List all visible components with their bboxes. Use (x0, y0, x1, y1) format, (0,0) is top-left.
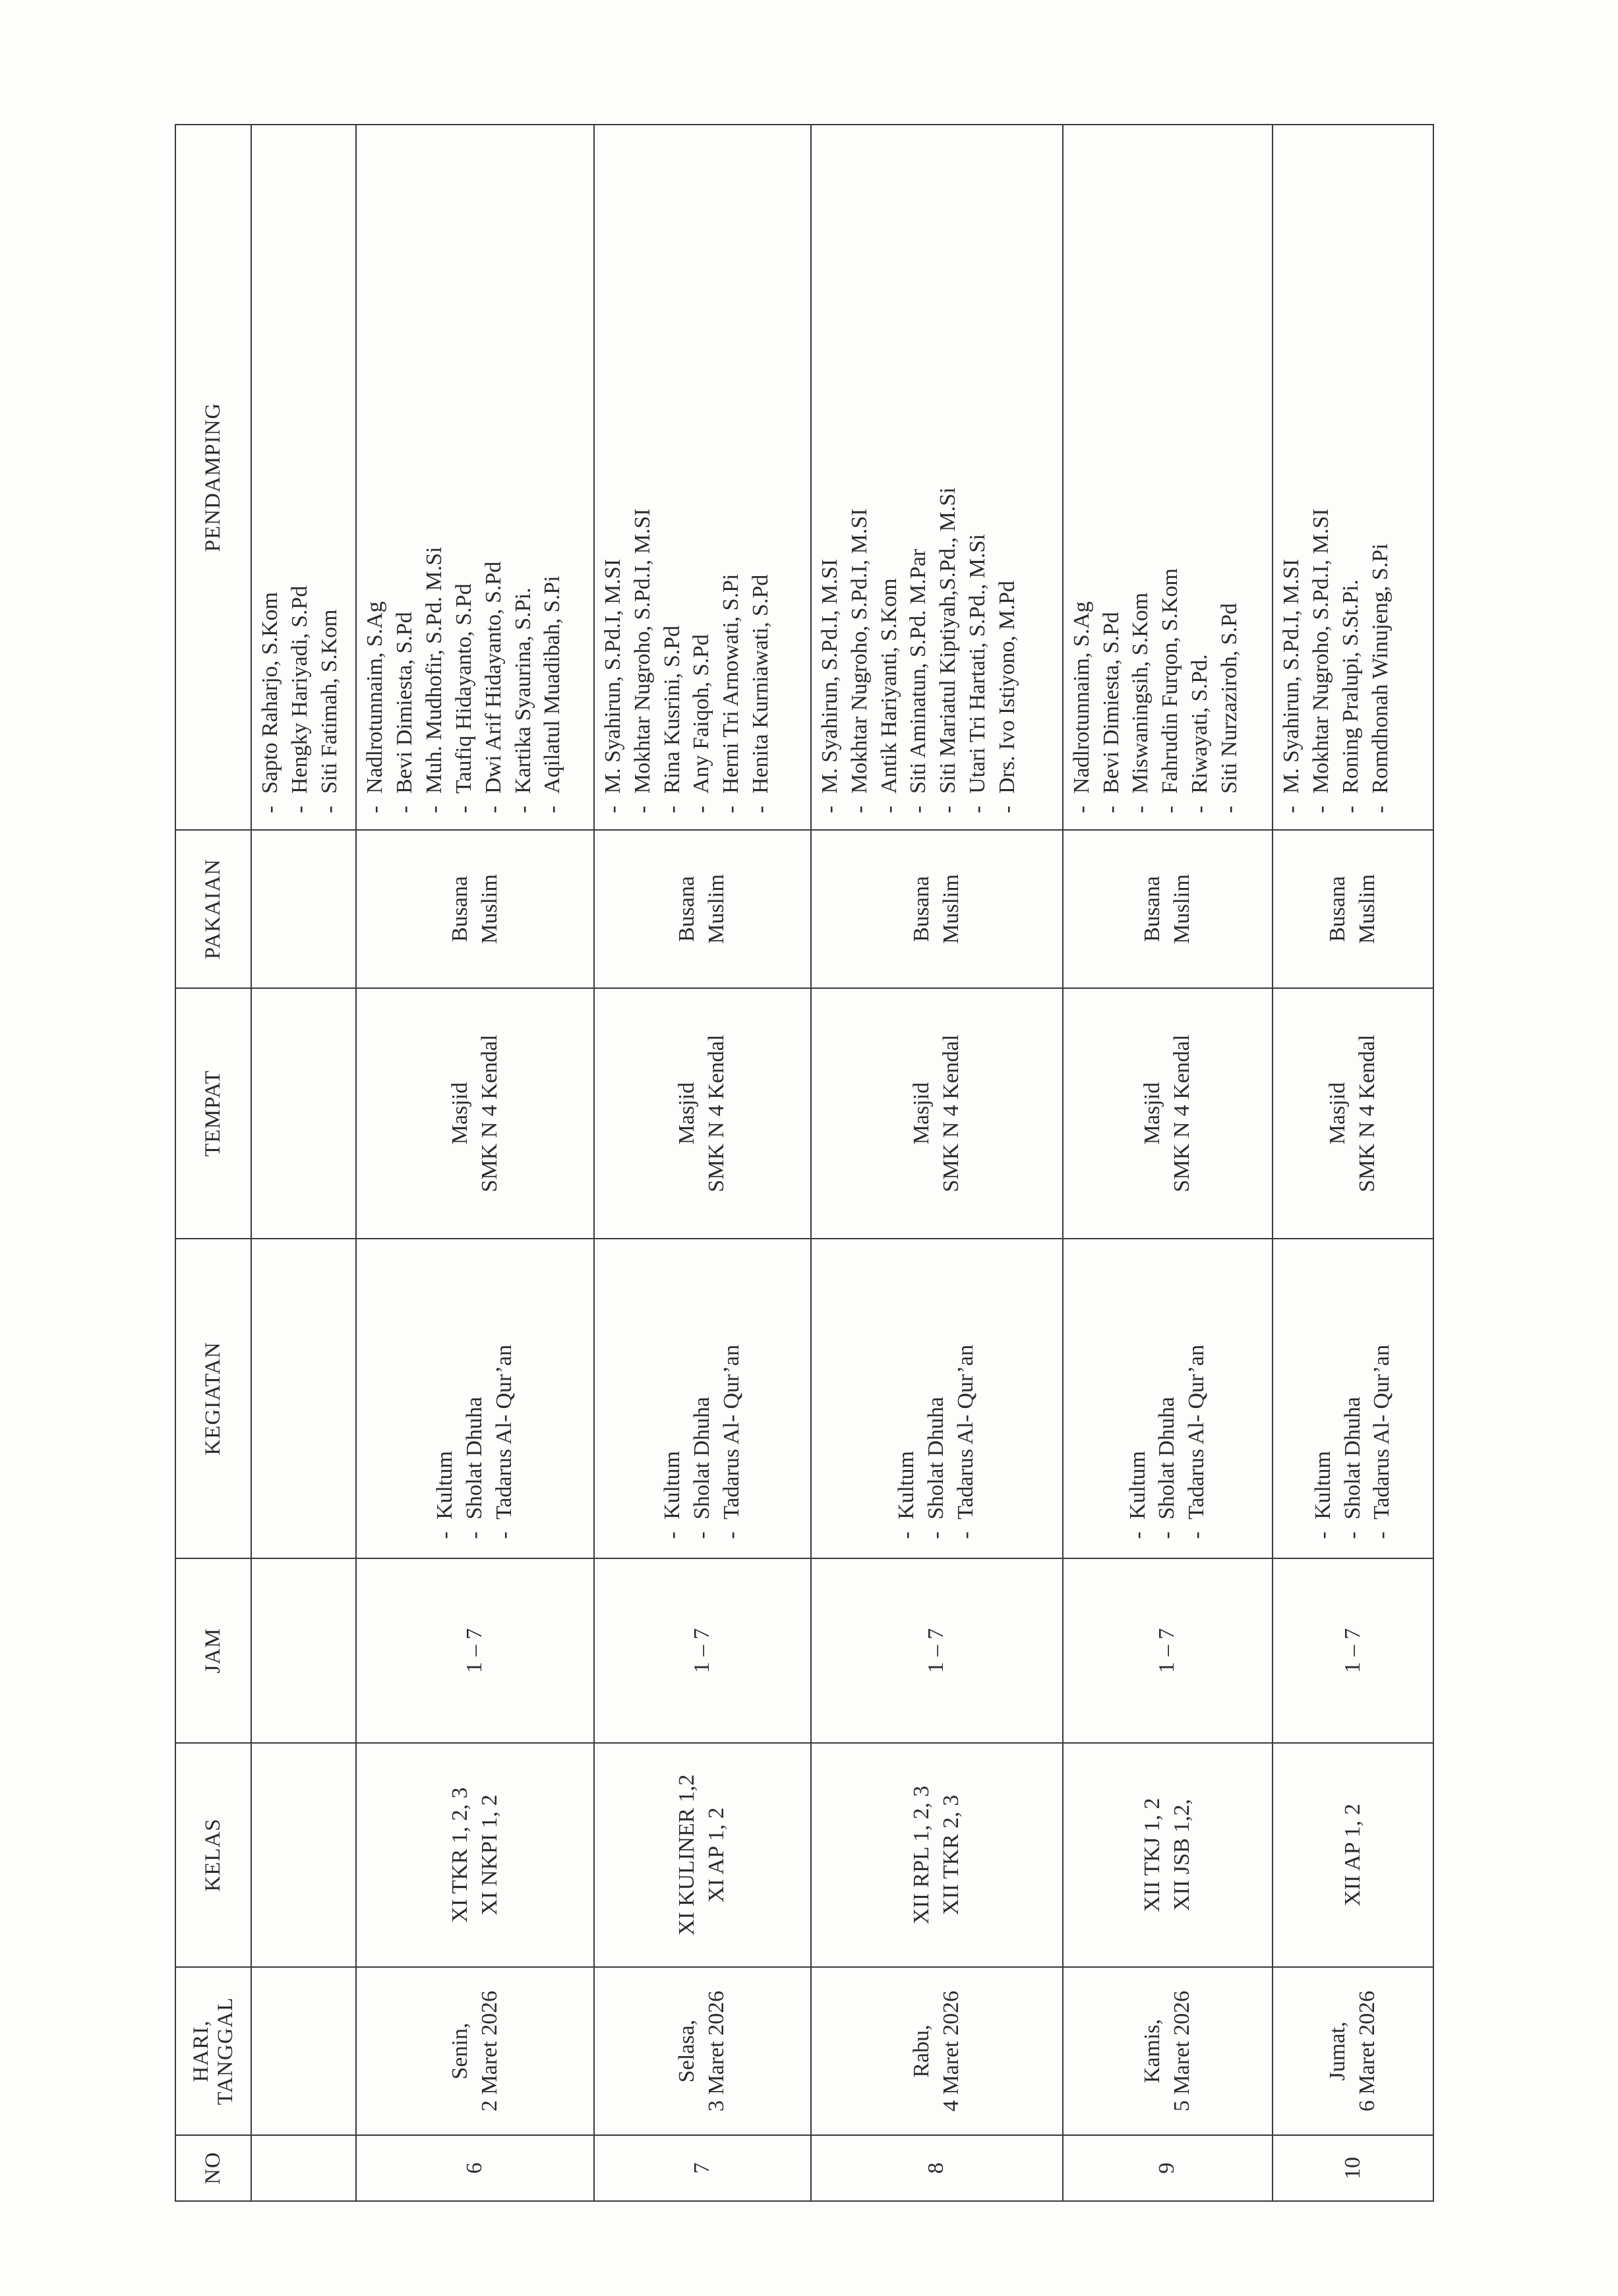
pendamping-item (904, 129, 934, 825)
pendamping-item (934, 129, 963, 825)
cell-jam (356, 1558, 594, 1743)
cell-hari-tanggal (356, 1967, 594, 2135)
pendamping-name: Any Faiqoh, S.Pd (689, 634, 714, 794)
dash-marker: - (1128, 806, 1153, 813)
pendamping-item (1097, 129, 1127, 825)
dash-marker: - (600, 806, 625, 813)
dash-marker: - (1308, 806, 1333, 813)
place-line: SMK N 4 Kendal (1354, 1034, 1379, 1192)
pendamping-name: Sapto Raharjo, S.Kom (258, 592, 282, 794)
cell-pakaian (1063, 830, 1273, 988)
pendamping-item (315, 129, 345, 825)
dash-marker: - (540, 806, 565, 813)
cell-jam (594, 1558, 811, 1743)
dash-marker: - (421, 806, 446, 813)
row-number: 9 (1154, 2162, 1180, 2174)
dash-marker: - (1184, 1531, 1209, 1539)
dash-marker: - (995, 806, 1019, 813)
dash-marker: - (1278, 806, 1303, 813)
cell-pendamping (251, 125, 356, 830)
day-name: Rabu, (909, 2024, 934, 2078)
pendamping-name: Hengky Hariyadi, S.Pd (287, 585, 312, 794)
activity-list (1309, 1345, 1398, 1551)
lesson-hours: 1 – 7 (1154, 1628, 1180, 1673)
class-name: XII RPL 1, 2, 3 (909, 1785, 934, 1925)
pendamping-name: Roning Pralupi, S.St.Pi. (1338, 579, 1363, 794)
pendamping-item (479, 129, 509, 825)
pendamping-name: Bevi Dimiesta, S.Pd (1098, 612, 1124, 794)
class-name: XI AP 1, 2 (704, 1807, 729, 1903)
pendamping-item (420, 129, 450, 825)
dash-marker: - (659, 806, 684, 813)
header-tanggal: TANGGAL (213, 1997, 237, 2105)
class-name: XI TKR 1, 2, 3 (447, 1787, 472, 1923)
pendamping-item (538, 129, 568, 825)
attire-line: Muslim (477, 874, 502, 944)
dash-marker: - (630, 806, 655, 813)
pendamping-name: Siti Nurzaziroh, S.Pd (1217, 603, 1242, 794)
pendamping-name: Mokhtar Nugroho, S.Pd.I, M.SI (630, 508, 655, 794)
dash-marker: - (817, 806, 842, 813)
activity-name: Sholat Dhuha (689, 1396, 714, 1519)
dash-marker: - (451, 806, 476, 813)
activity-name: Sholat Dhuha (924, 1396, 949, 1519)
activity-name: Tadarus Al- Qur’an (1369, 1344, 1394, 1519)
pendamping-name: Herni Tri Arnowati, S.Pi (719, 574, 744, 794)
dash-marker: - (936, 806, 961, 813)
cell-jam (1273, 1558, 1433, 1743)
cell-hari-tanggal (251, 1967, 356, 2135)
attire-line: Muslim (1354, 874, 1379, 944)
activity-item (1367, 1345, 1397, 1551)
dash-marker: - (748, 806, 773, 813)
cell-hari-tanggal (1273, 1967, 1433, 2135)
pendamping-name: Nadlrotunnaim, S.Ag (363, 601, 388, 794)
pendamping-name: Miswaningsih, S.Kom (1128, 592, 1153, 794)
activity-list (658, 1345, 747, 1551)
place-line: Masjid (909, 1082, 934, 1145)
pendamping-item (746, 129, 776, 825)
cell-kegiatan (811, 1239, 1063, 1558)
activity-name: Tadarus Al- Qur’an (491, 1344, 516, 1519)
pendamping-name: Rina Kusrini, S.Pd (659, 625, 684, 794)
pendamping-name: Riwayati, S.Pd. (1187, 654, 1213, 794)
activity-item (431, 1345, 460, 1551)
pendamping-item (1336, 129, 1366, 825)
place-line: SMK N 4 Kendal (704, 1034, 729, 1192)
dash-marker: - (510, 806, 535, 813)
dash-marker: - (719, 806, 744, 813)
dash-marker: - (287, 806, 312, 813)
class-name: XII TKR 2, 3 (938, 1794, 963, 1916)
table-row (811, 125, 1063, 2201)
pendamping-name: Siti Mariatul Kiptiyah,S.Pd., M.Si (936, 487, 961, 794)
attire-line: Busana (1325, 875, 1350, 943)
pendamping-name: M. Syahirun, S.Pd.I, M.SI (817, 558, 842, 794)
pendamping-item (390, 129, 420, 825)
header-kegiatan: KEGIATAN (175, 1239, 251, 1558)
pendamping-name: Nadlrotunnaim, S.Ag (1069, 601, 1094, 794)
dash-marker: - (433, 1531, 458, 1539)
class-name: XII TKJ 1, 2 (1139, 1798, 1164, 1912)
row-number: 7 (689, 2162, 714, 2174)
table-row-continued (251, 125, 356, 2201)
date: 3 Maret 2026 (704, 1990, 729, 2112)
pendamping-item (450, 129, 479, 825)
activity-item (1153, 1345, 1182, 1551)
cell-tempat (251, 988, 356, 1239)
cell-pakaian (251, 830, 356, 988)
pendamping-name: Utari Tri Hartati, S.Pd., M.Si (965, 534, 990, 794)
cell-tempat (811, 988, 1063, 1239)
activity-name: Tadarus Al- Qur’an (953, 1344, 978, 1519)
cell-no (1273, 2135, 1433, 2201)
cell-kelas (356, 1743, 594, 1967)
pendamping-item (599, 129, 628, 825)
cell-hari-tanggal (594, 1967, 811, 2135)
pendamping-name: Mokhtar Nugroho, S.Pd.I, M.SI (847, 508, 872, 794)
cell-pakaian (356, 830, 594, 988)
cell-hari-tanggal (811, 1967, 1063, 2135)
pendamping-item (963, 129, 993, 825)
pendamping-name: Aqilatul Muadibah, S.Pi (540, 575, 565, 794)
header-pendamping: PENDAMPING (175, 125, 251, 830)
dash-marker: - (1158, 806, 1183, 813)
cell-kelas (251, 1743, 356, 1967)
pendamping-item (1185, 129, 1215, 825)
pendamping-name: Kartika Syaurina, S.Pi. (510, 587, 535, 794)
dash-marker: - (1098, 806, 1124, 813)
pendamping-item (687, 129, 717, 825)
cell-pendamping (1063, 125, 1273, 830)
pendamping-item (628, 129, 658, 825)
cell-no (594, 2135, 811, 2201)
activity-name: Sholat Dhuha (1154, 1396, 1180, 1519)
row-number: 6 (462, 2162, 487, 2174)
cell-pendamping (811, 125, 1063, 830)
pendamping-item (993, 129, 1023, 825)
row-number: 8 (924, 2162, 949, 2174)
pendamping-item (1366, 129, 1396, 825)
attire-line: Busana (1139, 875, 1164, 943)
pendamping-item (1067, 129, 1097, 825)
cell-jam (251, 1558, 356, 1743)
pendamping-item (1126, 129, 1156, 825)
cell-pakaian (594, 830, 811, 988)
cell-kelas (1273, 1743, 1433, 1967)
cell-no (1063, 2135, 1273, 2201)
pendamping-item (1307, 129, 1336, 825)
class-name: XII AP 1, 2 (1340, 1804, 1365, 1906)
schedule-table (175, 124, 1434, 2202)
place-line: Masjid (1325, 1082, 1350, 1145)
dash-marker: - (719, 1531, 744, 1539)
header-tempat: TEMPAT (175, 988, 251, 1239)
pendamping-name: Fahrudin Furqon, S.Kom (1158, 568, 1183, 794)
table-row (1063, 125, 1273, 2201)
dash-marker: - (392, 806, 417, 813)
activity-item (490, 1345, 520, 1551)
attire-line: Muslim (704, 874, 729, 944)
activity-item (460, 1345, 490, 1551)
place-line: Masjid (447, 1082, 472, 1145)
dash-marker: - (876, 806, 901, 813)
dash-marker: - (1069, 806, 1094, 813)
activity-item (658, 1345, 688, 1551)
activity-name: Tadarus Al- Qur’an (1184, 1344, 1209, 1519)
header-pakaian: PAKAIAN (175, 830, 251, 988)
rotated-schedule-page (175, 125, 1434, 2202)
cell-kelas (811, 1743, 1063, 1967)
activity-item (892, 1345, 922, 1551)
cell-tempat (1063, 988, 1273, 1239)
activity-item (717, 1345, 747, 1551)
activity-list (1124, 1345, 1213, 1551)
dash-marker: - (462, 1531, 487, 1539)
dash-marker: - (1187, 806, 1213, 813)
date: 4 Maret 2026 (938, 1990, 963, 2112)
row-number: 10 (1340, 2157, 1365, 2179)
pendamping-item (1277, 129, 1307, 825)
attire-line: Busana (674, 875, 700, 943)
attire-line: Muslim (938, 874, 963, 944)
activity-item (1124, 1345, 1153, 1551)
activity-list (892, 1345, 981, 1551)
pendamping-name: Romdhonah Winujeng, S.Pi (1367, 543, 1393, 794)
class-name: XI KULINER 1,2 (674, 1774, 700, 1936)
dash-marker: - (894, 1531, 919, 1539)
cell-jam (1063, 1558, 1273, 1743)
table-row (1273, 125, 1433, 2201)
dash-marker: - (363, 806, 388, 813)
day-name: Kamis, (1139, 2018, 1164, 2084)
pendamping-item (361, 129, 390, 825)
pendamping-item (1156, 129, 1185, 825)
dash-marker: - (1340, 1531, 1365, 1539)
pendamping-name: Bevi Dimiesta, S.Pd (392, 612, 417, 794)
header-no: NO (175, 2135, 251, 2201)
pendamping-item (717, 129, 746, 825)
pendamping-name: M. Syahirun, S.Pd.I, M.SI (600, 558, 625, 794)
pendamping-item (875, 129, 905, 825)
cell-pakaian (811, 830, 1063, 988)
attire-line: Muslim (1169, 874, 1194, 944)
table-row (594, 125, 811, 2201)
cell-hari-tanggal (1063, 1967, 1273, 2135)
activity-list (431, 1345, 520, 1551)
pendamping-name: Dwi Arif Hidayanto, S.Pd (481, 561, 506, 794)
activity-item (951, 1345, 981, 1551)
cell-jam (811, 1558, 1063, 1743)
activity-item (1338, 1345, 1368, 1551)
dash-marker: - (491, 1531, 516, 1539)
dash-marker: - (847, 806, 872, 813)
pendamping-item (816, 129, 845, 825)
pendamping-name: Muh. Mudhofir, S.Pd. M.Si (421, 546, 446, 794)
cell-pendamping (1273, 125, 1433, 830)
attire-line: Busana (909, 875, 934, 943)
cell-tempat (1273, 988, 1433, 1239)
dash-marker: - (924, 1531, 949, 1539)
activity-name: Kultum (1125, 1451, 1150, 1519)
dash-marker: - (258, 806, 282, 813)
date: 6 Maret 2026 (1354, 1990, 1379, 2112)
activity-name: Sholat Dhuha (1340, 1396, 1365, 1519)
cell-kegiatan (356, 1239, 594, 1558)
dash-marker: - (1125, 1531, 1150, 1539)
pendamping-name: Taufiq Hidayanto, S.Pd (451, 583, 476, 794)
pendamping-item (256, 129, 285, 825)
header-kelas: KELAS (175, 1743, 251, 1967)
dash-marker: - (316, 806, 342, 813)
pendamping-item (1215, 129, 1245, 825)
dash-marker: - (965, 806, 990, 813)
dash-marker: - (953, 1531, 978, 1539)
date: 5 Maret 2026 (1169, 1990, 1194, 2112)
pendamping-item (509, 129, 539, 825)
pendamping-item (658, 129, 688, 825)
lesson-hours: 1 – 7 (924, 1628, 949, 1673)
activity-name: Kultum (1310, 1451, 1335, 1519)
cell-kelas (594, 1743, 811, 1967)
cell-tempat (356, 988, 594, 1239)
lesson-hours: 1 – 7 (689, 1628, 714, 1673)
dash-marker: - (1310, 1531, 1335, 1539)
place-line: Masjid (674, 1082, 700, 1145)
dash-marker: - (1217, 806, 1242, 813)
lesson-hours: 1 – 7 (1340, 1628, 1365, 1673)
lesson-hours: 1 – 7 (462, 1628, 487, 1673)
activity-name: Tadarus Al- Qur’an (719, 1344, 744, 1519)
dash-marker: - (906, 806, 931, 813)
cell-pendamping (594, 125, 811, 830)
cell-kegiatan (251, 1239, 356, 1558)
header-row (175, 125, 251, 2201)
pendamping-name: Mokhtar Nugroho, S.Pd.I, M.SI (1308, 508, 1333, 794)
pendamping-name: Siti Fatimah, S.Kom (316, 609, 342, 794)
dash-marker: - (659, 1531, 684, 1539)
dash-marker: - (1367, 806, 1393, 813)
place-line: SMK N 4 Kendal (1169, 1034, 1194, 1192)
place-line: SMK N 4 Kendal (938, 1034, 963, 1192)
table-row (356, 125, 594, 2201)
cell-pendamping (356, 125, 594, 830)
activity-name: Kultum (894, 1451, 919, 1519)
pendamping-item (285, 129, 315, 825)
dash-marker: - (689, 1531, 714, 1539)
dash-marker: - (1369, 1531, 1394, 1539)
dash-marker: - (689, 806, 714, 813)
place-line: Masjid (1139, 1082, 1164, 1145)
activity-name: Kultum (659, 1451, 684, 1519)
class-name: XI NKPI 1, 2 (477, 1794, 502, 1916)
cell-no (811, 2135, 1063, 2201)
cell-pakaian (1273, 830, 1433, 988)
header-hari-tanggal (175, 1967, 251, 2135)
cell-kegiatan (1273, 1239, 1433, 1558)
day-name: Selasa, (674, 2019, 700, 2083)
cell-no (251, 2135, 356, 2201)
date: 2 Maret 2026 (477, 1990, 502, 2112)
activity-item (1309, 1345, 1338, 1551)
activity-name: Sholat Dhuha (462, 1396, 487, 1519)
header-hari: HARI, (189, 2020, 214, 2082)
activity-name: Kultum (433, 1451, 458, 1519)
class-name: XII JSB 1,2, (1169, 1798, 1194, 1912)
attire-line: Busana (447, 875, 472, 943)
dash-marker: - (1154, 1531, 1180, 1539)
place-line: SMK N 4 Kendal (477, 1034, 502, 1192)
dash-marker: - (1338, 806, 1363, 813)
activity-item (922, 1345, 951, 1551)
cell-kelas (1063, 1743, 1273, 1967)
dash-marker: - (481, 806, 506, 813)
cell-no (356, 2135, 594, 2201)
pendamping-name: M. Syahirun, S.Pd.I, M.SI (1278, 558, 1303, 794)
cell-kegiatan (1063, 1239, 1273, 1558)
pendamping-item (845, 129, 875, 825)
activity-item (688, 1345, 717, 1551)
activity-item (1182, 1345, 1212, 1551)
header-jam: JAM (175, 1558, 251, 1743)
cell-tempat (594, 988, 811, 1239)
cell-kegiatan (594, 1239, 811, 1558)
pendamping-name: Antik Hariyanti, S.Kom (876, 578, 901, 794)
pendamping-name: Henita Kurniawati, S.Pd (748, 574, 773, 794)
day-name: Jumat, (1325, 2021, 1350, 2081)
day-name: Senin, (447, 2022, 472, 2080)
pendamping-name: Siti Aminatun, S.Pd. M.Par (906, 548, 931, 794)
pendamping-name: Drs. Ivo Istiyono, M.Pd (995, 580, 1019, 794)
